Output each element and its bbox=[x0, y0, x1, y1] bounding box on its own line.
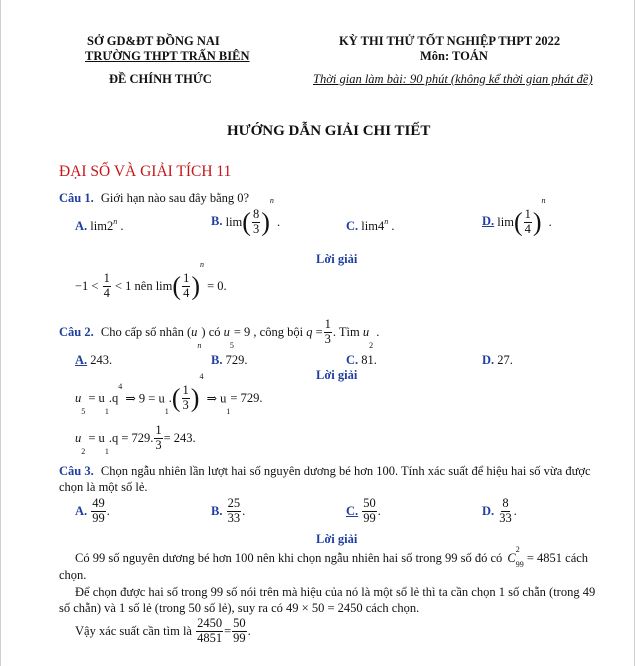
q2-option-d: D. 27. bbox=[482, 353, 513, 367]
q3-solution-line-3: Để chọn được hai số trong 99 số nói trên mà hiệu của nó là một số lẻ thì ta cần chọn 1 số chẵn (trong 49 bbox=[75, 585, 596, 599]
q2-solution-line-2: $u_2 = u_1.q = 729$. $\frac{1}{3}$ = 243. bbox=[75, 423, 196, 457]
q3-solution-label: Lời giải bbox=[316, 532, 358, 546]
q2-option-a: A. 243. bbox=[75, 353, 113, 367]
question-2: Câu 2. Cho cấp số nhân $(u_n)$ có $u_5= 9$ , công bội q = $\frac{1}{3}$ . Tìm $u_2$ . bbox=[59, 317, 380, 351]
q2-option-c: C. 81. bbox=[346, 353, 377, 367]
header-dept: SỞ GD&ĐT ĐỒNG NAI bbox=[87, 34, 220, 48]
question-3: Câu 3. Chọn ngẫu nhiên lần lượt hai số nguyên dương bé hơn 100. Tính xác suất để hiệu hai số vừa được bbox=[59, 464, 591, 478]
q3-option-b: B. $\frac{25}{33}$ . bbox=[211, 496, 246, 525]
header-official: ĐỀ CHÍNH THỨC bbox=[109, 72, 212, 86]
q3-solution-line-2: chọn. bbox=[59, 568, 87, 582]
q3-option-d: D. $\frac{8}{33}$ . bbox=[482, 496, 517, 525]
question-1-text: Giới hạn nào sau đây bằng 0? bbox=[100, 191, 250, 205]
q1-option-a: A. lim2$^n$ . bbox=[75, 217, 124, 233]
q1-option-d: D. lim( $\frac{1}{4}$ )$^n$ . bbox=[482, 196, 552, 237]
header-exam: KỲ THI THỬ TỐT NGHIỆP THPT 2022 bbox=[339, 34, 561, 48]
question-1-label: Câu 1. bbox=[59, 191, 94, 205]
q3-solution-line-5: Vậy xác suất cần tìm là $\frac{2450}{4851}$ = $\frac{50}{99}$ . bbox=[75, 616, 251, 645]
q1-option-b: B. lim( $\frac{8}{3}$ )$^n$ . bbox=[211, 196, 281, 237]
page-edge-left bbox=[0, 0, 1, 666]
q1-option-c: C. lim4$^n$ . bbox=[346, 217, 395, 233]
q3-solution-line-4: số chẵn) và 1 số lẻ (trong 50 số lẻ), suy ra có 49 × 50 = 2450 cách chọn. bbox=[59, 601, 420, 615]
q2-solution-label: Lời giải bbox=[316, 368, 358, 382]
q3-option-a: A. $\frac{49}{99}$ . bbox=[75, 496, 110, 525]
q1-solution-label: Lời giải bbox=[316, 252, 358, 266]
section-title: ĐẠI SỐ VÀ GIẢI TÍCH 11 bbox=[59, 163, 232, 180]
header-school: TRƯỜNG THPT TRẤN BIÊN bbox=[85, 49, 250, 63]
q3-option-c: C. $\frac{50}{99}$ . bbox=[346, 496, 381, 525]
question-3-line-2: chọn là một số lẻ. bbox=[59, 480, 148, 494]
question-1 bbox=[59, 191, 249, 206]
q2-solution-line-1: $u_5 = u_1.q^4$ ⇒ $9 = u_1$.( $\frac{1}{3}$ )$^4$ ⇒ $u_1= 729$. bbox=[75, 372, 263, 417]
header-subject: Môn: TOÁN bbox=[420, 49, 488, 63]
q1-solution: −1 < $\frac{1}{4}$ < 1 nên lim( $\frac{1}{4}$ )$^n$ = 0. bbox=[75, 260, 227, 301]
q3-solution-line-1: Có 99 số nguyên dương bé hơn 100 nên khi chọn ngẫu nhiên hai số trong 99 số đó có $C^2_{99} = 4851$ cách bbox=[75, 545, 589, 569]
q2-option-b: B. 729. bbox=[211, 353, 248, 367]
header-time: Thời gian làm bài: 90 phút (không kể thời gian phát đề) bbox=[313, 72, 593, 86]
doc-title: HƯỚNG DẪN GIẢI CHI TIẾT bbox=[227, 123, 431, 139]
